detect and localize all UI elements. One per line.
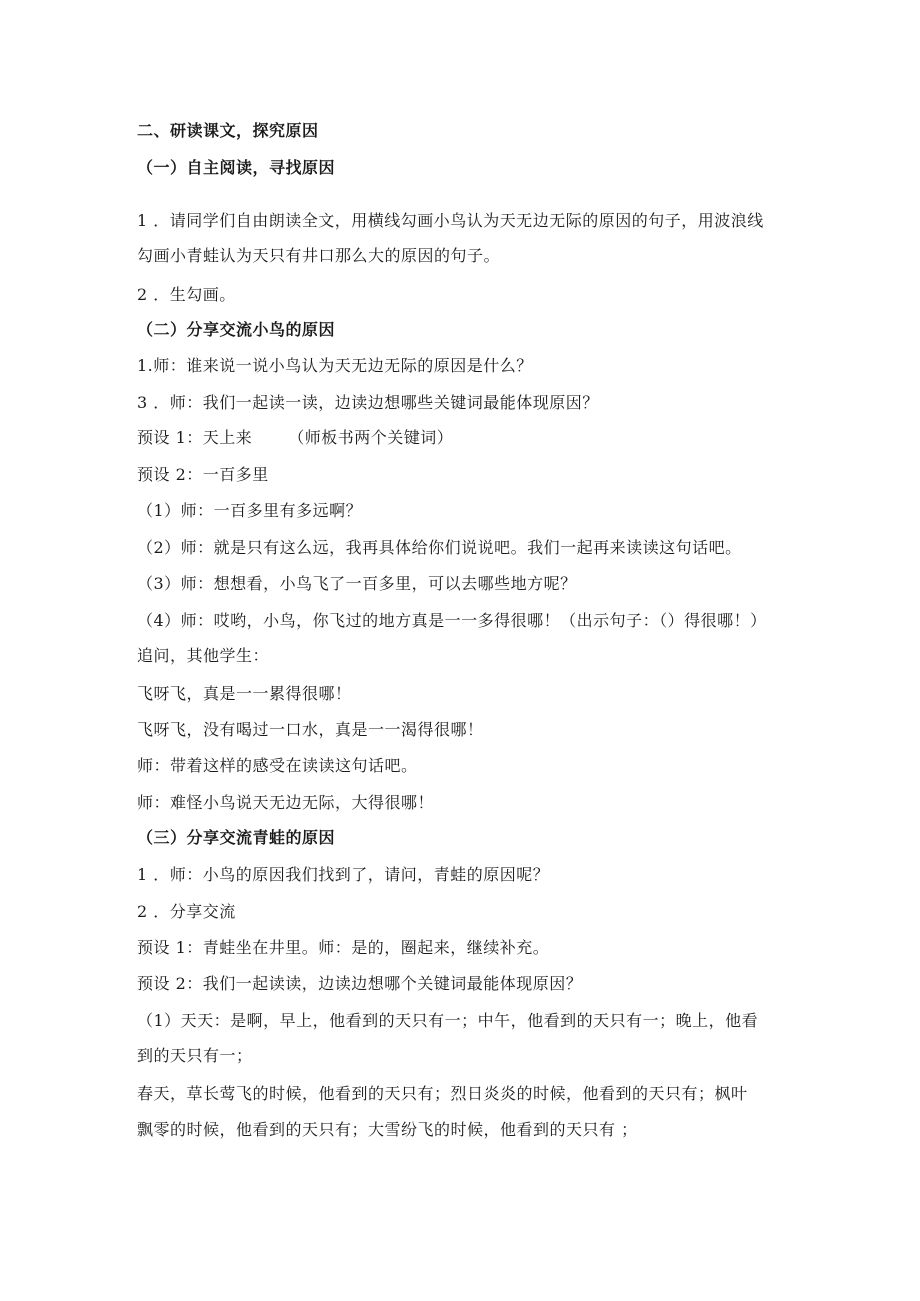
paragraph-line: 师：难怪小鸟说天无边无际，大得很哪！ <box>137 793 435 812</box>
paragraph-line: 1 ．师：小鸟的原因我们找到了，请问，青蛙的原因呢？ <box>137 865 550 884</box>
paragraph-line: 飘零的时候，他看到的天只有；大雪纷飞的时候，他看到的天只有 ； <box>137 1120 638 1139</box>
paragraph-line: （1）师：一百多里有多远啊？ <box>137 501 363 520</box>
section-heading: 二、研读课文，探究原因 <box>137 121 319 140</box>
subsection-heading-2: （二）分享交流小鸟的原因 <box>137 320 336 339</box>
paragraph-line: （3）师：想想看，小鸟飞了一百多里，可以去哪些地方呢？ <box>137 574 577 593</box>
paragraph-line: 3 ．师：我们一起读一读，边读边想哪些关键词最能体现原因？ <box>137 393 599 412</box>
paragraph-line: 1.师：谁来说一说小鸟认为天无边无际的原因是什么？ <box>137 356 533 375</box>
preset-label: 预设 1：天上来 <box>137 428 253 447</box>
paragraph-line: 春天，草长莺飞的时候，他看到的天只有；烈日炎炎的时候，他看到的天只有；枫叶 <box>137 1084 748 1103</box>
paragraph-line: 1 ．请同学们自由朗读全文，用横线勾画小鸟认为天无边无际的原因的句子，用波浪线 <box>137 211 764 230</box>
board-note: （师板书两个关键词） <box>288 428 454 447</box>
paragraph-line: 预设 1：青蛙坐在井里。师：是的，圈起来，继续补充。 <box>137 938 550 957</box>
paragraph-line: 预设 2：一百多里 <box>137 465 269 484</box>
paragraph-line: （1）天天：是啊，早上，他看到的天只有一；中午，他看到的天只有一；晚上，他看 <box>137 1011 759 1030</box>
paragraph-line: （4）师：哎哟，小鸟，你飞过的地方真是一一多得很哪！（出示句子：（）得很哪！） <box>137 611 767 630</box>
subsection-heading-3: （三）分享交流青蛙的原因 <box>137 828 336 847</box>
paragraph-line: 飞呀飞，真是一一累得很哪！ <box>137 684 352 703</box>
paragraph-line: 预设 2：我们一起读读，边读边想哪个关键词最能体现原因？ <box>137 974 583 993</box>
paragraph-line: 飞呀飞，没有喝过一口水，真是一一渴得很哪！ <box>137 720 484 739</box>
paragraph-line: 追问，其他学生： <box>137 646 270 665</box>
subsection-heading-1: （一）自主阅读，寻找原因 <box>137 158 336 177</box>
paragraph-line: （2）师：就是只有这么远，我再具体给你们说说吧。我们一起再来读读这句话吧。 <box>137 538 742 557</box>
preset-line <box>137 428 453 448</box>
paragraph-line: 2 ．分享交流 <box>137 902 236 921</box>
paragraph-line: 2 ．生勾画。 <box>137 285 236 304</box>
paragraph-line: 师：带着这样的感受在读读这句话吧。 <box>137 756 418 775</box>
paragraph-line: 勾画小青蛙认为天只有井口那么大的原因的句子。 <box>137 246 501 265</box>
paragraph-line: 到的天只有一； <box>137 1046 253 1065</box>
